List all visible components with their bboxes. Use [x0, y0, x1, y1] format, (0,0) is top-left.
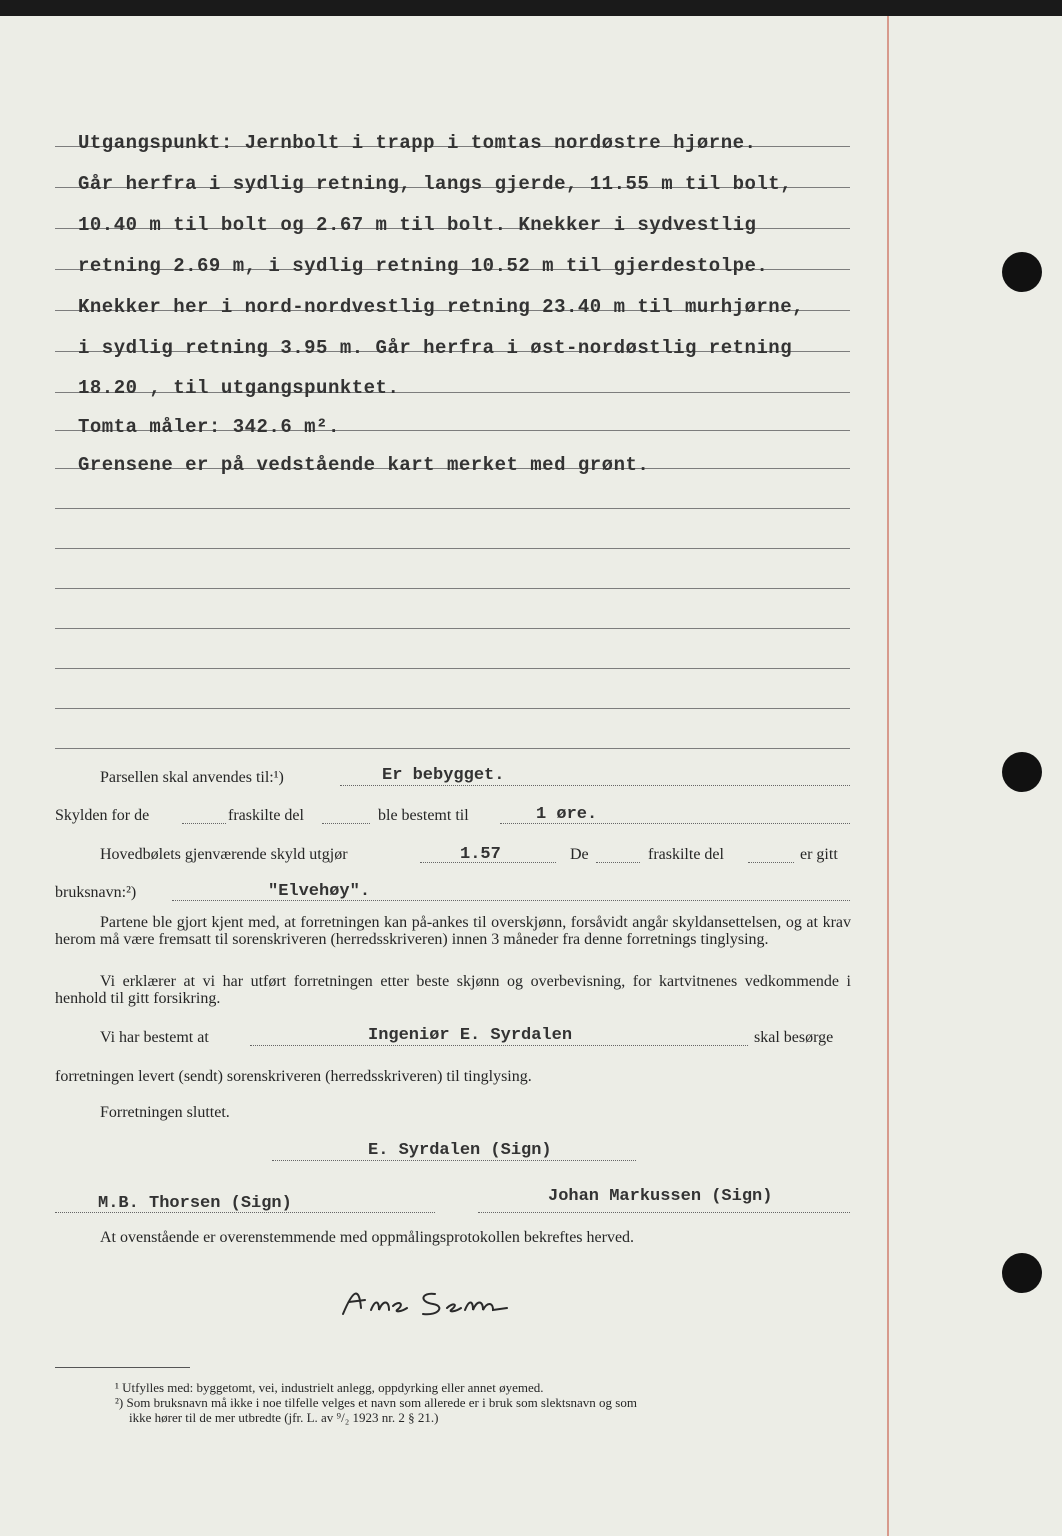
sluttet-text: Forretningen sluttet.	[100, 1104, 230, 1121]
parcel-use-label: Parsellen skal anvendes til:¹)	[100, 769, 284, 786]
ruled-line	[55, 708, 850, 709]
description-line: Grensene er på vedstående kart merket med grønt.	[78, 454, 650, 476]
description-line: 18.20 , til utgangspunktet.	[78, 377, 400, 399]
footnote-2-cont: ikke hører til de mer utbredte (jfr. L. av ⁹/₂ 1923 nr. 2 § 21.)	[129, 1410, 439, 1425]
skyld-label: Skylden for de	[55, 807, 150, 824]
dotted-line	[182, 823, 226, 824]
dotted-line	[596, 862, 640, 863]
hoved-label-2: De	[570, 846, 589, 863]
signature-line	[478, 1212, 850, 1213]
footnote-1: ¹ Utfylles med: byggetomt, vei, industrielt anlegg, oppdyrking eller annet øyemed.	[115, 1380, 544, 1395]
confirm-text: At ovenstående er overenstemmende med oppmålingsprotokollen bekreftes herved.	[100, 1229, 635, 1246]
ruled-line	[55, 508, 850, 509]
punch-hole	[1002, 1253, 1042, 1293]
bestemt-value: Ingeniør E. Syrdalen	[368, 1026, 573, 1045]
ruled-line	[55, 548, 850, 549]
dotted-line	[322, 823, 370, 824]
signature-syrdalen: E. Syrdalen (Sign)	[368, 1141, 552, 1160]
footnote-2: ²) Som bruksnavn må ikke i noe tilfelle velges et navn som allerede er i bruk som slektsnavn og som	[115, 1395, 637, 1410]
scan-top-border	[0, 0, 1062, 16]
skyld-label-2: fraskilte del	[228, 807, 304, 824]
hoved-label-4: er gitt	[800, 846, 838, 863]
bruksnavn-label: bruksnavn:²)	[55, 884, 137, 901]
appeal-paragraph: Partene ble gjort kjent med, at forretningen kan på-ankes til overskjønn, forsåvidt angår skyldansettelsen, og at krav herom må være fremsatt til sorenskriveren (herredsskriveren) innen 3 måneder fra denne forretnings tinglysing.	[55, 914, 851, 948]
hoved-label: Hovedbølets gjenværende skyld utgjør	[100, 846, 348, 863]
bestemt-label: Vi har bestemt at	[100, 1029, 209, 1046]
hoved-label-3: fraskilte del	[648, 846, 724, 863]
signature-thorsen: M.B. Thorsen (Sign)	[98, 1194, 292, 1213]
declaration-paragraph: Vi erklærer at vi har utført forretningen etter beste skjønn og overbevisning, for kartvitnenes vedkommende i henhold til gitt forsikring.	[55, 973, 851, 1007]
punch-hole	[1002, 752, 1042, 792]
bestemt-label-2: skal besørge	[754, 1029, 834, 1046]
ruled-line	[55, 748, 850, 749]
description-line: Tomta måler: 342.6 m².	[78, 416, 340, 438]
punch-hole	[1002, 252, 1042, 292]
description-line: Går herfra i sydlig retning, langs gjerde, 11.55 m til bolt,	[78, 173, 793, 195]
signature-markussen: Johan Markussen (Sign)	[548, 1187, 773, 1206]
hoved-value: 1.57	[460, 845, 501, 864]
skyld-label-3: ble bestemt til	[378, 807, 469, 824]
ruled-line	[55, 628, 850, 629]
dotted-line	[748, 862, 794, 863]
description-line: Knekker her i nord-nordvestlig retning 23.40 m til murhjørne,	[78, 296, 805, 318]
parcel-use-value: Er bebygget.	[382, 766, 505, 785]
levert-text: forretningen levert (sendt) sorenskriveren (herredsskriveren) til tinglysing.	[55, 1068, 532, 1085]
ruled-line	[55, 588, 850, 589]
skyld-value: 1 øre.	[536, 805, 598, 824]
margin-line	[887, 16, 889, 1536]
footnote-rule	[55, 1367, 190, 1368]
ruled-line	[55, 668, 850, 669]
description-line: Utgangspunkt: Jernbolt i trapp i tomtas nordøstre hjørne.	[78, 132, 757, 154]
description-line: i sydlig retning 3.95 m. Går herfra i øst-nordøstlig retning	[78, 337, 793, 359]
description-line: 10.40 m til bolt og 2.67 m til bolt. Knekker i sydvestlig	[78, 214, 757, 236]
bruksnavn-value: "Elvehøy".	[268, 882, 371, 901]
description-line: retning 2.69 m, i sydlig retning 10.52 m til gjerdestolpe.	[78, 255, 769, 277]
handwritten-signature	[335, 1280, 525, 1330]
